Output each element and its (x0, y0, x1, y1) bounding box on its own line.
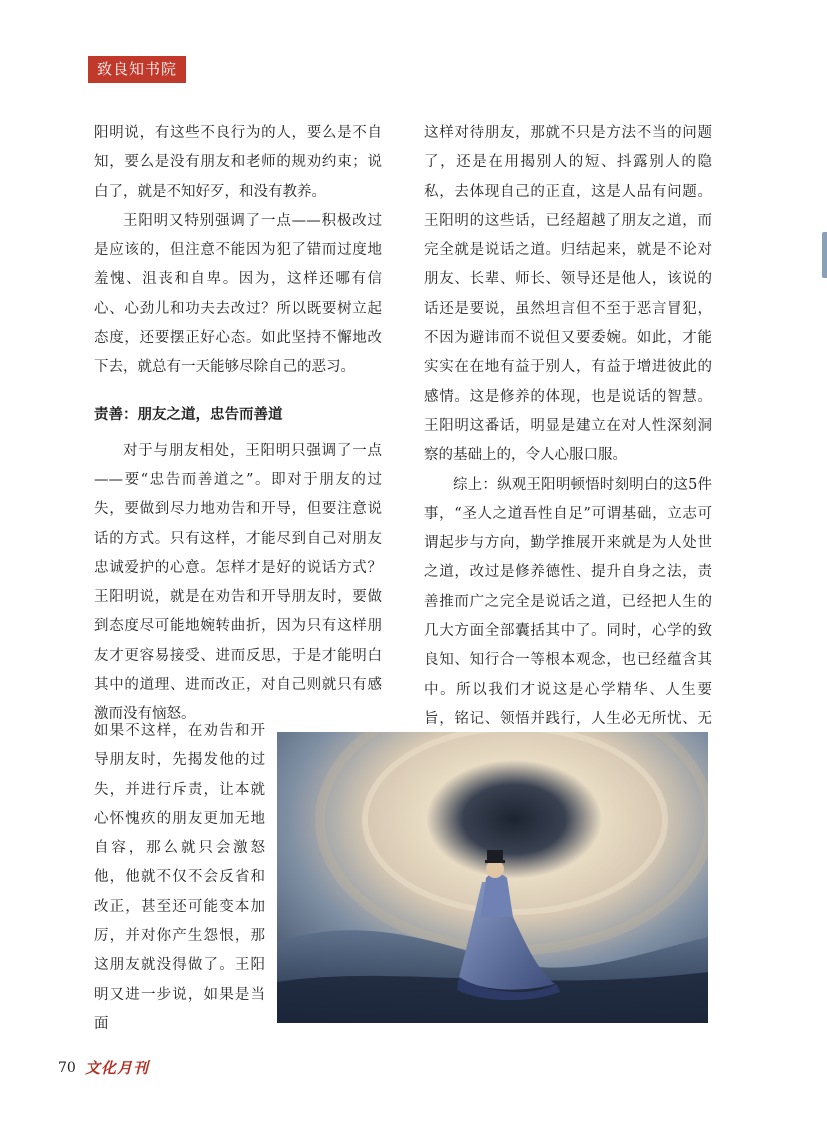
paragraph: 综上：纵观王阳明顿悟时刻明白的这5件事，“圣人之道吾性自足”可谓基础，立志可谓起步与方向，勤学推展开来就是为人处世之道，改过是修养德性、提升自身之法，责善推而广之完全是说话之道，已经把人生的几大方面全部囊括其中了。同时，心学的致良知、知行合一等根本观念，也已经蕴含其中。所以我们才说这是心学精华、人生要旨，铭记、领悟并践行，人生必无所忧、无 (424, 476, 712, 727)
magazine-logo: 文化月刊 (85, 1059, 150, 1077)
right-column (424, 119, 712, 764)
paragraph: 阳明说，有这些不良行为的人，要么是不自知，要么是没有朋友和老师的规劝约束；说白了，就是不知好歹，和没有教养。 (94, 125, 382, 200)
paragraph: 如果不这样，在劝告和开导朋友时，先揭发他的过失，并进行斥责，让本就心怀愧疚的朋友更加无地自容，那么就只会激怒他，他就不仅不会反省和改正，甚至还可能变本加厉，并对你产生怨恨，那这朋友就没得做了。王阳明又进一步说，如果是当面 (94, 723, 265, 1032)
left-column-wrap (94, 717, 265, 1039)
paragraph: 对于与朋友相处，王阳明只强调了一点——要“忠告而善道之”。即对于朋友的过失，要做到尽力地劝告和开导，但要注意说话的方式。只有这样，才能尽到自己对朋友忠诚爱护的心意。怎样才是好的说话方式？王阳明说，就是在劝告和开导朋友时，要做到态度尽可能地婉转曲折，因为只有这样朋友才更容易接受、进而反思，于是才能明白其中的道理、进而改正，对自己则就只有感激而没有恼怒。 (94, 442, 382, 723)
page-edge-marker (822, 232, 827, 278)
page-number: 70 (58, 1060, 76, 1076)
left-column (94, 119, 382, 730)
paragraph: 王阳明又特别强调了一点——积极改过是应该的，但注意不能因为犯了错而过度地羞愧、沮丧和自卑。因为，这样还哪有信心、心劲儿和功夫去改过？所以既要树立起态度，还要摆正好心态。如此坚持不懈地改下去，就总有一天能够尽除自己的恶习。 (94, 212, 382, 376)
section-heading: 责善：朋友之道，忠告而善道 (94, 406, 283, 423)
section-label: 致良知书院 (88, 56, 186, 83)
paragraph: 这样对待朋友，那就不只是方法不当的问题了，还是在用揭别人的短、抖露别人的隐私，去体现自己的正直，这是人品有问题。王阳明的这些话，已经超越了朋友之道，而完全就是说话之道。归结起来，就是不论对朋友、长辈、师长、领导还是他人，该说的话还是要说，虽然坦言但不至于恶言冒犯，不因为避讳而不说但又要委婉。如此，才能实实在在地有益于别人，有益于增进彼此的感情。这是修养的体现，也是说话的智慧。王阳明这番话，明显是建立在对人性深刻洞察的基础上的，令人心服口服。 (424, 125, 712, 464)
illustration-scholar-vortex (277, 732, 708, 1023)
